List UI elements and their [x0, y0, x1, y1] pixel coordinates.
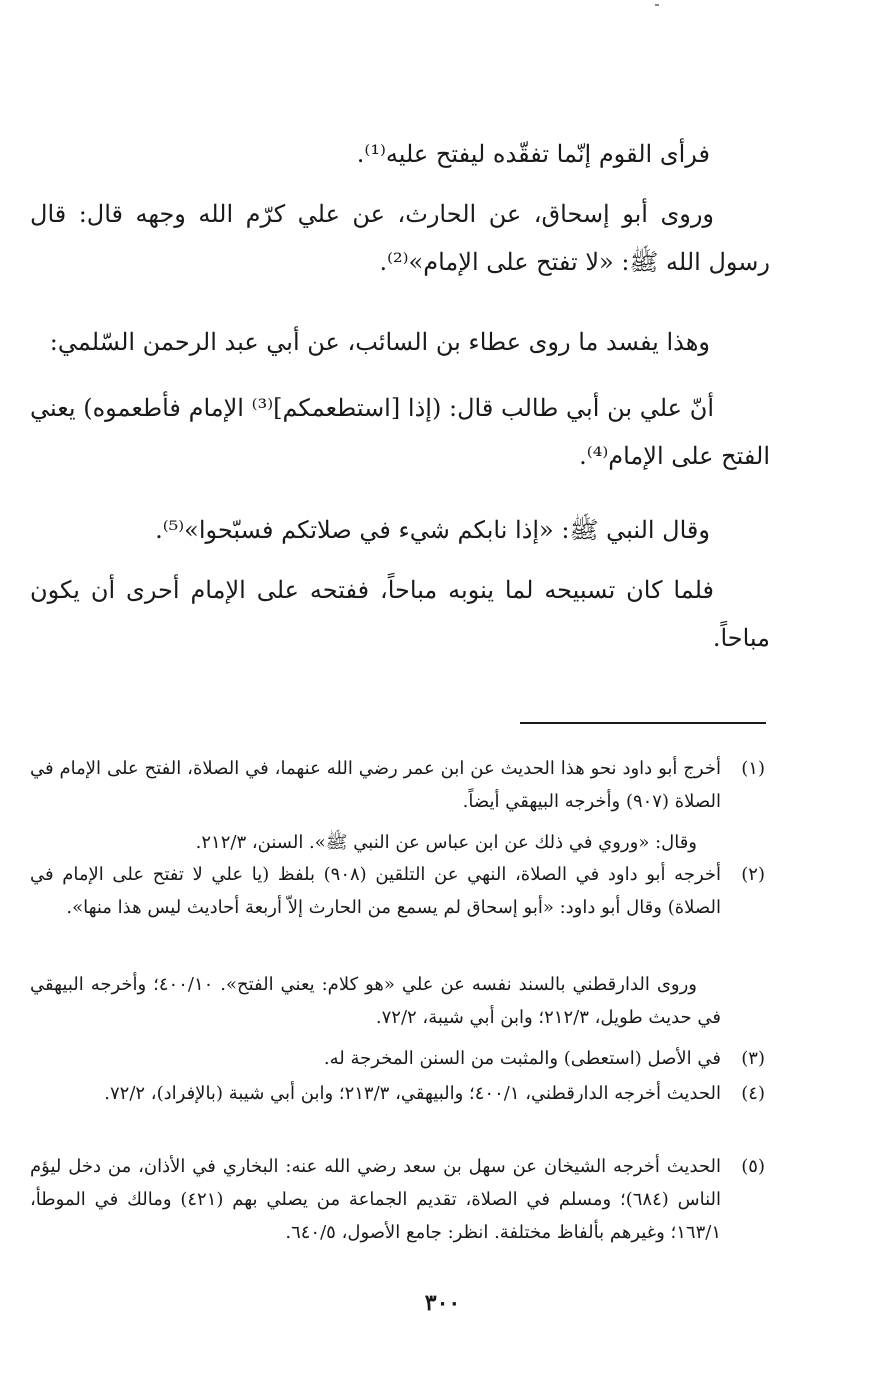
footnote-number: (١) [741, 758, 765, 779]
body-paragraph: وروى أبو إسحاق، عن الحارث، عن علي كرّم الله وجهه قال: قال رسول الله ﷺ: «لا تفتح على الإمام»⁽²⁾. [30, 200, 770, 276]
body-paragraph: فلما كان تسبيحه لما ينوبه مباحاً، ففتحه على الإمام أحرى أن يكون مباحاً. [30, 576, 770, 652]
body-paragraph: وقال النبي ﷺ: «إذا نابكم شيء في صلاتكم فسبّحوا»⁽⁵⁾. [155, 516, 710, 544]
page-number: ٣٠٠ [424, 1290, 461, 1316]
footnote-text: الحديث أخرجه الدارقطني، ٤٠٠/١؛ والبيهقي، ٢١٣/٣؛ وابن أبي شيبة (بالإفراد)، ٧٢/٢. [104, 1083, 721, 1104]
footnote-number: (٣) [741, 1048, 765, 1069]
footnote-text: أخرج أبو داود نحو هذا الحديث عن ابن عمر رضي الله عنهما، في الصلاة، الفتح على الإمام في الصلاة (٩٠٧) وأخرجه البيهقي أيضاً. [30, 758, 721, 812]
footnote-3 [30, 1042, 765, 1075]
footnote-2 [30, 858, 765, 924]
footnote-number: (٥) [741, 1156, 765, 1177]
footnote-text: الحديث أخرجه الشيخان عن سهل بن سعد رضي الله عنه: البخاري في الأذان، من دخل ليؤم الناس (٦٨٤)؛ ومسلم في الصلاة، تقديم الجماعة من يصلي بهم (٤٢١) ومالك في الموطأ، ١٦٣/١؛ وغيرهم بألفاظ مختلفة. انظر: جامع الأصول، ٦٤٠/٥. [30, 1156, 721, 1243]
footnote-continuation: وقال: «وروي في ذلك عن ابن عباس عن النبي ﷺ». السنن، ٢١٢/٣. [195, 832, 697, 853]
body-paragraph: أنّ علي بن أبي طالب قال: (إذا [استطعمكم]⁽³⁾ الإمام فأطعموه) يعني الفتح على الإمام⁽⁴⁾. [30, 394, 770, 470]
body-paragraph: وهذا يفسد ما روى عطاء بن السائب، عن أبي عبد الرحمن السّلمي: [49, 328, 710, 356]
footnote-number: (٢) [741, 864, 765, 885]
footnote-number: (٤) [741, 1083, 765, 1104]
body-paragraph: فرأى القوم إنّما تفقّده ليفتح عليه⁽¹⁾. [356, 140, 710, 168]
footnote-4 [30, 1077, 765, 1110]
footnote-5 [30, 1150, 765, 1249]
footnote-1 [30, 752, 765, 818]
footnote-text: في الأصل (استعطى) والمثبت من السنن المخرجة له. [323, 1048, 721, 1069]
footnote-continuation: وروى الدارقطني بالسند نفسه عن علي «هو كلام: يعني الفتح». ٤٠٠/١٠؛ وأخرجه البيهقي في حديث طويل، ٢١٢/٣؛ وابن أبي شيبة، ٧٢/٢. [30, 974, 721, 1028]
scan-mark [655, 4, 659, 6]
footnote-separator [520, 722, 766, 724]
footnote-text: أخرجه أبو داود في الصلاة، النهي عن التلقين (٩٠٨) بلفظ (يا علي لا تفتح على الإمام في الصلاة) وقال أبو داود: «أبو إسحاق لم يسمع من الحارث إلاّ أربعة أحاديث ليس هذا منها». [30, 864, 721, 918]
